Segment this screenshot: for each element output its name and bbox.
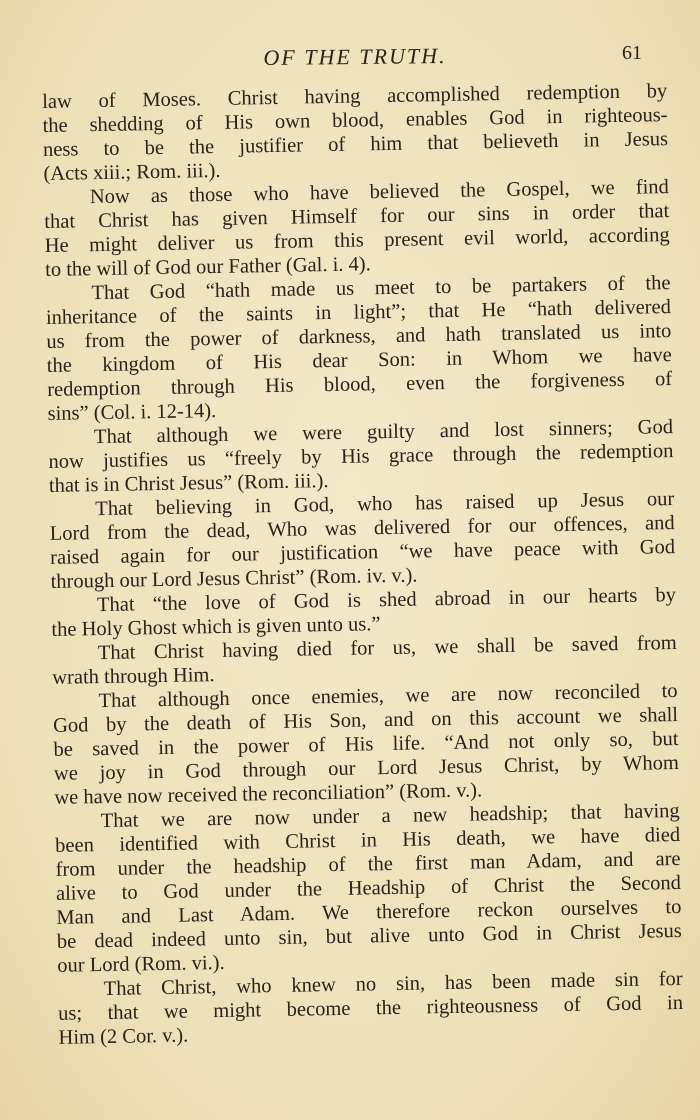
text-line: ness to be the justifier of him that believeth in Jesus [42, 128, 669, 161]
text-line: the shedding of His own blood, enables God in righteous- [42, 104, 668, 137]
paragraph [48, 415, 674, 498]
paragraph [44, 175, 671, 282]
text-line: that Christ has given Himself for our sins in order that [44, 200, 670, 233]
text-line: That God “hath made us meet to be partakers of the [91, 272, 671, 305]
text-line: law of Moses. Christ having accomplished redemption by [42, 80, 668, 113]
text-line: God by the death of His Son, and on this account we shall [52, 703, 679, 737]
text-line: That although once enemies, we are now reconciled to [98, 680, 678, 713]
text-line: That we are now under a new headship; that having [100, 799, 680, 833]
text-line: raised again for our justification “we have peace with God [49, 536, 676, 569]
paragraph [45, 271, 672, 426]
text-line: wrath through Him. [52, 664, 215, 689]
text-line: Lord from the dead, Who was delivered for our offences, and [49, 512, 675, 545]
text-line: we joy in God through our Lord Jesus Christ, by Whom [53, 751, 680, 785]
text-line: That “the love of God is shed abroad in our hearts by [96, 584, 677, 617]
text-line: That although we were guilty and lost sinners; God [93, 416, 674, 449]
text-line: now justifies us “freely by His grace through the redemption [48, 440, 674, 473]
page-number: 61 [622, 42, 642, 64]
text-line: us from the power of darkness, and hath translated us into [46, 320, 672, 353]
page-body [42, 79, 684, 1050]
text-line: That Christ having died for us, we shall be saved from [97, 632, 677, 665]
text-line: Now as those who have believed the Gospel, we find [89, 176, 669, 209]
paragraph [52, 679, 679, 810]
text-line: the Holy Ghost which is given unto us.” [51, 613, 381, 641]
text-line: our Lord (Rom. vi.). [57, 951, 225, 977]
text-line: That Christ, who knew no sin, has been made sin for [103, 967, 683, 1001]
text-line: Him (2 Cor. v.). [58, 1024, 189, 1049]
text-line: sins” (Col. i. 12-14). [47, 400, 217, 425]
paragraph [55, 799, 683, 978]
text-line: redemption through His blood, even the forgiveness of [47, 368, 673, 401]
text-line: be dead indeed unto sin, but alive unto God in Christ Jesus [56, 919, 682, 953]
text-line: us; that we might become the righteousness of God in [57, 991, 684, 1025]
page-header [40, 44, 670, 74]
paragraph [42, 79, 669, 186]
paragraph [57, 967, 683, 1050]
text-line: (Acts xiii.; Rom. iii.). [43, 159, 221, 185]
running-title: OF THE TRUTH. [263, 43, 447, 70]
paragraph [49, 487, 676, 594]
text-line: we have now received the reconciliation” (Rom. v.). [54, 779, 483, 809]
text-line: that is in Christ Jesus” (Rom. iii.). [48, 470, 329, 497]
text-line: the kingdom of His dear Son: in Whom we have [46, 344, 672, 377]
text-line: Man and Last Adam. We therefore reckon ourselves to [56, 895, 682, 929]
text-line: alive to God under the Headship of Christ the Second [55, 871, 682, 905]
text-line: been identified with Christ in His death, we have died [55, 823, 681, 857]
text-line: through our Lord Jesus Christ” (Rom. iv. v.). [50, 564, 418, 593]
text-line: He might deliver us from this present evil world, according [44, 224, 670, 257]
text-line: inheritance of the saints in light”; that He “hath delivered [45, 296, 672, 329]
text-line: That believing in God, who has raised up Jesus our [95, 488, 675, 521]
text-line: to the will of God our Father (Gal. i. 4). [44, 253, 371, 281]
text-line: be saved in the power of His life. “And not only so, but [53, 727, 679, 761]
text-line: from under the headship of the first man Adam, and are [55, 847, 681, 881]
